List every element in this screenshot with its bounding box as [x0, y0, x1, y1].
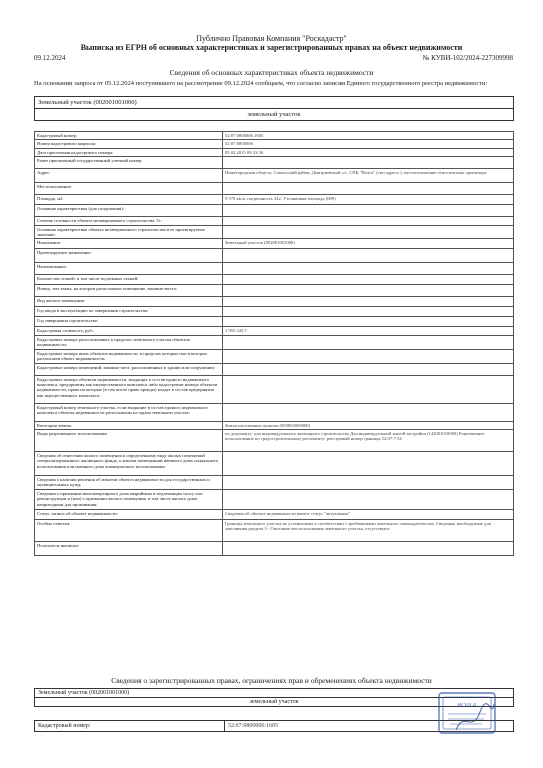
row-value [223, 157, 514, 169]
table-row [35, 157, 514, 169]
table-row [35, 275, 514, 285]
table-row [35, 317, 514, 327]
row-value: 52:07:0800006:1605 [223, 132, 514, 140]
row-value [223, 285, 514, 297]
table-row [35, 140, 514, 148]
table-row [35, 403, 514, 421]
row-label: Сведения о признании многоквартирного дома аварийным и подлежащим сносу или реконструкции и (или) о признании жилого помещения, в том числе жилого дома, непригодным для проживания: [35, 490, 223, 510]
table-row [35, 195, 514, 205]
table-row [35, 490, 514, 510]
table-row [35, 452, 514, 476]
table-row [35, 476, 514, 490]
row-value: Земли населенных пунктов (003002000000) [223, 421, 514, 429]
row-value [223, 335, 514, 349]
row-label: Кадастровые номера помещений, машино-мест, расположенных в здании или сооружении: [35, 363, 223, 375]
row-label: Год завершения строительства: [35, 317, 223, 327]
table-row [35, 217, 514, 225]
row-value [223, 249, 514, 263]
row-label: Назначение: [35, 239, 223, 249]
section2-title: Сведения о зарегистрированных правах, ограничениях прав и обременениях объекта недвижимости [111, 676, 432, 685]
row-value [223, 349, 514, 363]
row-value: Нижегородская область, Сокольский район, Дмитриевский с/с, СПК "Волга" (тип адреса ), местоположение относительно ориентира: [223, 169, 514, 183]
table-row [35, 205, 514, 217]
row-value [223, 476, 514, 490]
row-label: Площадь, м2: [35, 195, 223, 205]
object-type-box [34, 96, 514, 121]
table-row [35, 421, 514, 429]
row-label: Получатель выписки: [35, 542, 223, 556]
row-label: Вид жилого помещения: [35, 297, 223, 307]
row-value: Границы земельного участка не установлены в соответствии с требованиями земельного законодательства. Сведения, необходимые для заполнения раздела 3 - Описание местоположения земельного участка, отсутствуют. [223, 520, 514, 542]
row-label: Сведения о наличии решения об изъятии объекта недвижимости для государственных и муниципальных нужд: [35, 476, 223, 490]
characteristics-table [34, 131, 514, 556]
organization-stamp-image [436, 690, 498, 736]
rights-cadastral-value: 52:07:0800006:1605 [228, 723, 279, 729]
row-label: Категория земель: [35, 421, 223, 429]
row-label: Виды разрешенного использования: [35, 430, 223, 452]
row-value [223, 490, 514, 510]
table-row [35, 375, 514, 403]
section1-intro: На основании запроса от 05.12.2024 поступившего на рассмотрение 09.12.2024 сообщаем, что согласно записям Единого государственного реестра недвижимости: [34, 80, 488, 87]
row-value: по документу: для индивидуального жилищного строительства Для индивидуальной жилой застройки (142001010000) Разрешенное использование по градостроительному регламенту: реестровый номер границы 52:07-7.54 [223, 430, 514, 452]
table-row [35, 239, 514, 249]
row-label: Кадастровые номера расположенных в пределах земельного участка объектов недвижимости: [35, 335, 223, 349]
row-value [223, 217, 514, 225]
row-label: Номер кадастрового квартала: [35, 140, 223, 148]
row-label: Основная характеристика (для сооружения): [35, 205, 223, 217]
row-value [223, 542, 514, 556]
row-value: Сведения об объекте недвижимости имеют статус "актуальные" [223, 510, 514, 520]
row-value: 52:07:0800006 [223, 140, 514, 148]
row-label: Степень готовности объекта незавершенного строительства, %: [35, 217, 223, 225]
row-label: Ранее присвоенный государственный учетный номер: [35, 157, 223, 169]
table-row [35, 349, 514, 363]
table-row [35, 520, 514, 542]
row-value [223, 297, 514, 307]
table-row [35, 307, 514, 317]
row-label: Кадастровые номера объектов недвижимости, входящих в состав единого недвижимого комплекса, предприятия как имущественного комплекса либо кадастровые номера объектов недвижимости, права на которые (в том числе право аренды) входят в состав предприятия как имущественного комплекса: [35, 375, 223, 403]
row-label: Основная характеристика объекта незавершенного строительства и ее проектируемое значение: [35, 225, 223, 239]
row-value [223, 183, 514, 195]
section1-title: Сведения об основных характеристиках объекта недвижимости [169, 68, 374, 77]
table-row [35, 263, 514, 275]
row-value [223, 375, 514, 403]
org-name: Публично Правовая Компания "Роскадастр" [196, 34, 347, 43]
row-label: Номер, тип этажа, на котором расположено помещение, машино-место: [35, 285, 223, 297]
row-value [223, 307, 514, 317]
table-row [35, 335, 514, 349]
row-value [223, 205, 514, 217]
issue-date: 09.12.2024 [34, 54, 66, 62]
row-label: Дата присвоения кадастрового номера: [35, 148, 223, 156]
row-value [223, 363, 514, 375]
object-caption: Земельный участок (002001001000) [35, 97, 513, 109]
row-label: Особые отметки: [35, 520, 223, 542]
table-row [35, 148, 514, 156]
table-row [35, 542, 514, 556]
row-label: Местоположение: [35, 183, 223, 195]
row-value: 1 955 245,7 [223, 327, 514, 335]
table-row [35, 183, 514, 195]
object-subtitle: земельный участок [247, 111, 301, 118]
row-label: Наименование: [35, 263, 223, 275]
table-row [35, 249, 514, 263]
row-value [223, 403, 514, 421]
table-row [35, 510, 514, 520]
document-number: № КУВИ-102/2024-227309998 [422, 54, 513, 62]
row-value [223, 263, 514, 275]
row-label: Статус записи об объекте недвижимости: [35, 510, 223, 520]
table-row [35, 225, 514, 239]
table-row [35, 132, 514, 140]
document-title: Выписка из ЕГРН об основных характеристиках и зарегистрированных правах на объект недвижимости [80, 43, 463, 52]
row-label: Кадастровый номер земельного участка, если входящие в состав единого недвижимого комплекса объекты недвижимости расположены на одном земельном участке: [35, 403, 223, 421]
rights-cadastral-label: Кадастровый номер: [35, 721, 225, 731]
row-label: Сведения об отнесении жилого помещения к определенному виду жилых помещений специализированного жилищного фонда, к жилым помещениям наемного дома социального использования или наемного дома коммерческого использования: [35, 452, 223, 476]
table-row [35, 327, 514, 335]
table-row [35, 430, 514, 452]
row-label: Количество этажей, в том числе подземных этажей: [35, 275, 223, 285]
row-value: 05.02.2015 09:33:56 [223, 148, 514, 156]
row-label: Адрес: [35, 169, 223, 183]
table-row [35, 297, 514, 307]
row-value [223, 452, 514, 476]
row-value: 9 570 кв.м, погрешность 342, Уточненная площадь (009) [223, 195, 514, 205]
row-value: Земельный участок (002001001000) [223, 239, 514, 249]
row-label: Кадастровая стоимость, руб.: [35, 327, 223, 335]
rights-object-caption: Земельный участок (002001001000) [35, 689, 513, 698]
table-row [35, 169, 514, 183]
table-row [35, 363, 514, 375]
row-value [223, 275, 514, 285]
row-label: Проектируемое назначение: [35, 249, 223, 263]
row-value [223, 317, 514, 327]
svg-text:ВОЛГА: ВОЛГА [457, 703, 477, 709]
row-label: Кадастровые номера иных объектов недвижимости, в пределах которых или в которых расположен объект недвижимости: [35, 349, 223, 363]
row-label: Год ввода в эксплуатацию по завершении строительства: [35, 307, 223, 317]
rights-object-subtitle: земельный участок [249, 699, 299, 705]
table-row [35, 285, 514, 297]
row-label: Кадастровый номер: [35, 132, 223, 140]
row-value [223, 225, 514, 239]
